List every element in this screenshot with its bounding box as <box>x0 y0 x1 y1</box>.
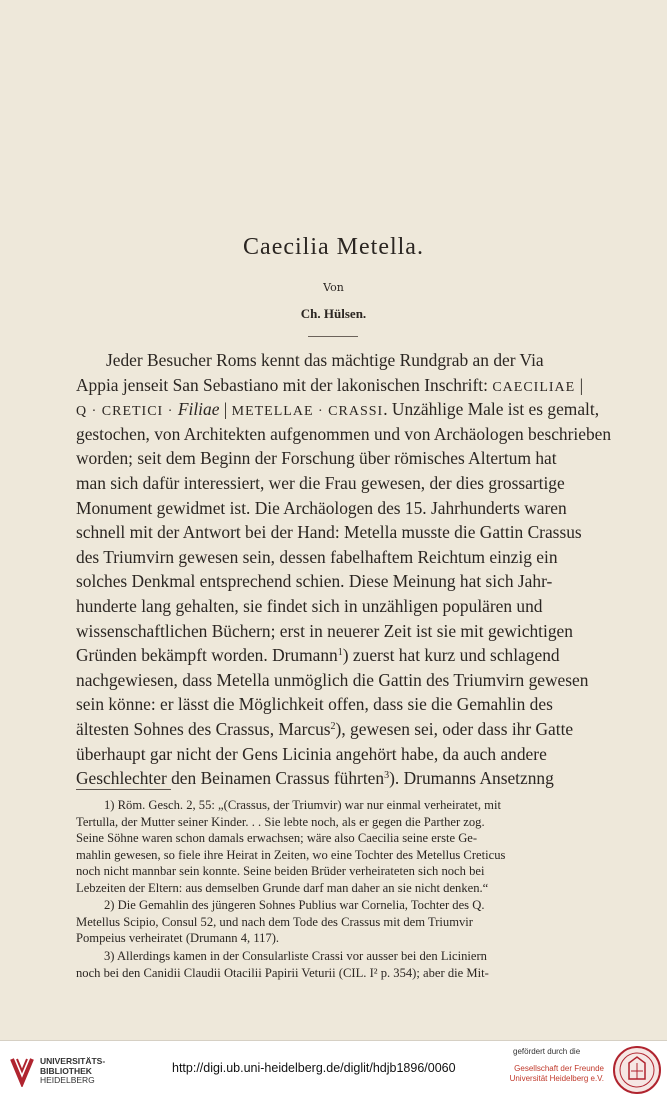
body-line: man sich dafür interessiert, wer die Frau gewesen, der dies grossartige <box>76 472 565 493</box>
footnote-line: Seine Söhne waren schon damals erwachsen; wäre also Caecilia seine erste Ge- <box>76 831 478 846</box>
title-divider <box>308 336 358 337</box>
body-line: Jeder Besucher Roms kennt das mächtige Rundgrab an der Via <box>106 350 544 370</box>
footnote-line: 2) Die Gemahlin des jüngeren Sohnes Publius war Cornelia, Tochter des Q. <box>104 898 485 912</box>
footnote-3 <box>76 948 603 981</box>
university-library-logo-icon <box>8 1055 36 1087</box>
body-line: nachgewiesen, dass Metella unmöglich die Gattin des Triumvirn gewesen <box>76 669 589 690</box>
body-line: Gründen bekämpft worden. Drumann$^1$) zuerst hat kurz und schlagend <box>76 645 560 666</box>
body-line: schnell mit der Antwort bei der Hand: Metella musste die Gattin Crassus <box>76 522 582 543</box>
footnote-line: mahlin gewesen, so fiele ihre Heirat in Zeiten, wo eine Tochter des Metellus Creticus <box>76 847 506 862</box>
footnote-ref: 1 <box>337 647 343 659</box>
body-line: sein könne: er lässt die Möglichkeit offen, dass sie die Gemahlin des <box>76 694 553 715</box>
body-line: gestochen, von Architekten aufgenommen und von Archäologen beschrieben <box>76 423 612 444</box>
author-name: Ch. Hülsen. <box>300 306 367 321</box>
footnote-line: Metellus Scipio, Consul 52, und nach dem Tode des Crassus mit dem Triumvir <box>76 914 473 929</box>
page-footer <box>0 1040 667 1100</box>
funded-by-label: gefördert durch die <box>513 1047 581 1056</box>
footnote-1 <box>76 797 603 897</box>
footnote-ref: 3 <box>384 770 390 782</box>
society-name: Gesellschaft der Freunde Universität Heidelberg e.V. <box>509 1064 604 1083</box>
footnote-line: Lebzeiten der Eltern: aus demselben Grunde darf man daher an sie nicht denken.“ <box>76 880 489 895</box>
body-line: worden; seit dem Beginn der Forschung über römisches Altertum hat <box>76 448 557 469</box>
footnote-line: 1) Röm. Gesch. 2, 55: „(Crassus, der Triumvir) war nur einmal verheiratet, mit <box>104 798 501 812</box>
body-line: des Triumvirn gewesen sein, dessen fabelhaftem Reichtum einzig ein <box>76 546 558 567</box>
body-line: hunderte lang gehalten, sie findet sich in unzähligen populären und <box>76 595 543 616</box>
body-line: solches Denkmal entsprechend schien. Diese Meinung hat sich Jahr- <box>76 571 553 592</box>
byline-von: Von <box>323 281 344 294</box>
body-line: überhaupt gar nicht der Gens Licinia angehört habe, da auch andere <box>76 743 547 764</box>
footnote-line: noch nicht mannbar sein konnte. Seine beiden Brüder verheirateten sich noch bei <box>76 864 485 879</box>
university-library-name: UNIVERSITÄTS- BIBLIOTHEK HEIDELBERG <box>40 1056 106 1085</box>
footnote-line: Pompeius verheiratet (Drumann 4, 117). <box>76 931 280 946</box>
body-line: Monument gewidmet ist. Die Archäologen des 15. Jahrhunderts waren <box>76 497 567 518</box>
footnote-line: noch bei den Canidii Claudii Otacilii Papirii Veturii (CIL. I² p. 354); aber die Mit- <box>76 965 489 980</box>
body-line: ältesten Sohnes des Crassus, Marcus$^2$), gewesen sei, oder dass ihr Gatte <box>76 718 574 739</box>
footnote-line: Tertulla, der Mutter seiner Kinder. . . Sie lebte noch, als er gegen die Parther zog. <box>76 814 485 829</box>
footnote-divider <box>76 789 171 790</box>
body-line: wissenschaftlichen Büchern; erst in neuerer Zeit ist sie mit gewichtigen <box>76 620 573 641</box>
university-seal-icon <box>612 1045 662 1095</box>
article-title: Caecilia Metella. <box>243 234 424 260</box>
permalink-url[interactable]: http://digi.ub.uni-heidelberg.de/diglit/hdjb1896/0060 <box>172 1061 456 1075</box>
body-line: Geschlechter den Beinamen Crassus führten$^3$). Drumanns Ansetznng <box>76 768 554 789</box>
body-text <box>76 348 612 791</box>
footnote-ref: 2 <box>330 720 336 732</box>
body-line: Q · CRETICI · Filiae | METELLAE · CRASSI. Unzählige Male ist es gemalt, <box>76 399 600 420</box>
footnote-line: 3) Allerdings kamen in der Consularliste Crassi vor ausser bei den Liciniern <box>104 949 487 963</box>
body-line: Appia jenseit San Sebastiano mit der lakonischen Inschrift: CAECILIAE | <box>76 374 584 395</box>
footnote-2 <box>76 897 603 947</box>
